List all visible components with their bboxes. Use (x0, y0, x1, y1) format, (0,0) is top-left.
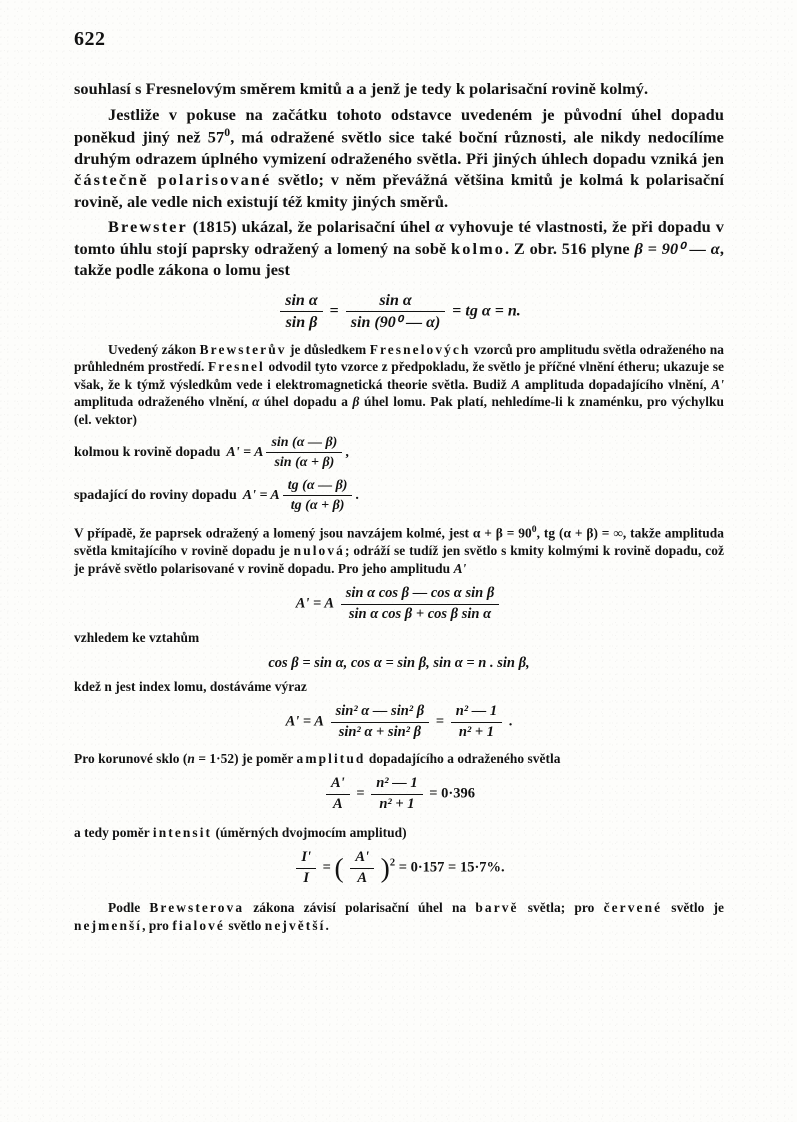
fraction-intensity-ratio: $\frac{I'}{I}$ (296, 849, 316, 887)
paragraph-7: V případě, že paprsek odražený a lomený jsou navzájem kolmé, jest $\alpha + \beta = 90^0$, tg (α + β) = ∞, takže amplituda světla kmitajícího v rovině dopadu je nulová; odráží se tudíž jen světlo s kmity kolmými k rovině dopadu, což je právě světlo polarisované v rovině dopadu. Pro jeho amplitudu A' (74, 524, 725, 576)
paragraph-10: Pro korunové sklo (n = 1·52) je poměr amplitud dopadajícího a odraženého světla (74, 750, 561, 766)
equation-5: cos β = sin α, cos α = sin β, sin α = n . sin β, (268, 654, 530, 671)
fraction-tg-diff-sum: $\frac{tg (\alpha — \beta)}{tg (\alpha + \beta)}$ (283, 477, 353, 514)
paragraph-9: kdež n jest index lomu, dostáváme výraz (74, 678, 307, 694)
paren-close: ) (380, 851, 390, 883)
paragraph-11: a tedy poměr intensit (úměrných dvojmocím amplitud) (74, 824, 407, 840)
paragraph-3: Brewster (1815) ukázal, že polarisační úhel α vyhovuje té vlastnosti, že při dopadu v tomto úhlu stojí paprsky odražený a lomený na sobě kolmo. Z obr. 516 plyne β = 90⁰ — α, takže podle zákona o lomu jest (74, 217, 725, 280)
fraction-sin2-ratio: $\frac{\text{sin² α — sin² β}}{\text{sin² α + sin² β}}$ (331, 703, 430, 741)
label-in-plane: spadající do roviny dopadu (74, 487, 237, 503)
fraction-amplitude-ratio: $\frac{A'}{A}$ (326, 775, 350, 813)
fraction-n2-ratio: $\frac{\text{n² — 1}}{\text{n² + 1}}$ (451, 703, 502, 741)
paragraph-12: Podle Brewsterova zákona závisí polarisační úhel na barvě světla; pro červené světlo je nejmenší, pro fialové světlo největší. (74, 900, 724, 933)
fraction-sin-cos-expansion: $\frac{\text{sin α cos β — cos α sin β}}{\text{sin α cos β + cos β sin α}}$ (341, 585, 500, 623)
label-perpendicular: kolmou k rovině dopadu (74, 444, 221, 460)
page-content (74, 78, 724, 934)
equation-row-2: kolmou k rovině dopadu A' = A $\frac{\sin (\alpha — \beta)}{\sin (\alpha + \beta)}$ , (74, 435, 349, 471)
fraction-sin-alpha-sin-90-alpha: $\frac{\text{sin α}}{\text{sin (90⁰ — α)}}$ (346, 291, 446, 333)
label-relations: vzhledem ke vztahům (74, 630, 200, 646)
equation-8: $\frac{I'}{I}$ = ( $\frac{A'}{A}$ )$^2$ = 0·157 = 15·7%. (74, 849, 724, 887)
equation-6: A' = A $\frac{\text{sin² α — sin² β}}{\text{sin² α + sin² β}}$ = $\frac{\text{n² — 1}}{\text{n² + 1}}$ . (285, 703, 513, 741)
equation-7: $\frac{A'}{A}$ = $\frac{\text{n² — 1}}{\text{n² + 1}}$ = 0·396 (74, 775, 724, 813)
fraction-amplitude-ratio-2: $\frac{A'}{A}$ (350, 849, 374, 887)
fraction-n2-ratio-2: $\frac{\text{n² — 1}}{\text{n² + 1}}$ (371, 775, 422, 813)
paren-open: ( (334, 851, 344, 883)
paragraph-2: Jestliže v pokuse na začátku tohoto odstavce uvedeném je původní úhel dopadu poněkud jiný než $57^0$, má odražené světlo sice také boční různosti, ale nikdy nedocílíme druhým odrazem úplného vymizení odraženého světla. Při jiných úhlech dopadu vzniká jen částečně polarisované světlo; v něm převážná většina kmitů je kolmá k polarisační rovině, ale vedle nich existují též kmity jiných směrů. (74, 104, 724, 211)
equation-row-3: spadající do roviny dopadu A' = A $\frac{tg (\alpha — \beta)}{tg (\alpha + \beta)}$ . (74, 478, 359, 514)
page-number: 622 (74, 28, 106, 50)
fraction-sin-diff-sum: $\frac{\sin (\alpha — \beta)}{\sin (\alpha + \beta)}$ (266, 434, 342, 471)
paragraph-1: souhlasí s Fresnelovým směrem kmitů a a jenž je tedy k polarisační rovině kolmý. (74, 79, 649, 98)
equation-4: A' = A $\frac{\text{sin α cos β — cos α sin β}}{\text{sin α cos β + cos β sin α}}$ (74, 585, 724, 623)
paragraph-4: Uvedený zákon Brewsterův je důsledkem Fresnelových vzorců pro amplitudu světla odraženého na průhledném prostředí. Fresnel odvodil tyto vzorce z předpokladu, že světlo je příčné vlnění étheru; ukazuje se však, že k týmž výsledkům vede i elektromagnetická theorie světla. Budiž A amplituda dopadajícího vlnění, A' amplituda odraženého vlnění, α úhel dopadu a β úhel lomu. Pak platí, nehledíme-li k znaménku, pro výchylku (el. vektor) (74, 341, 725, 427)
fraction-sin-alpha-sin-beta: $\frac{\text{sin α}}{\text{sin β}}$ (280, 291, 322, 333)
equation-1: $\frac{\text{sin α}}{\text{sin β}}$ = $\frac{\text{sin α}}{\text{sin (90⁰ — α)}}$ = tg α = n. (74, 291, 724, 333)
